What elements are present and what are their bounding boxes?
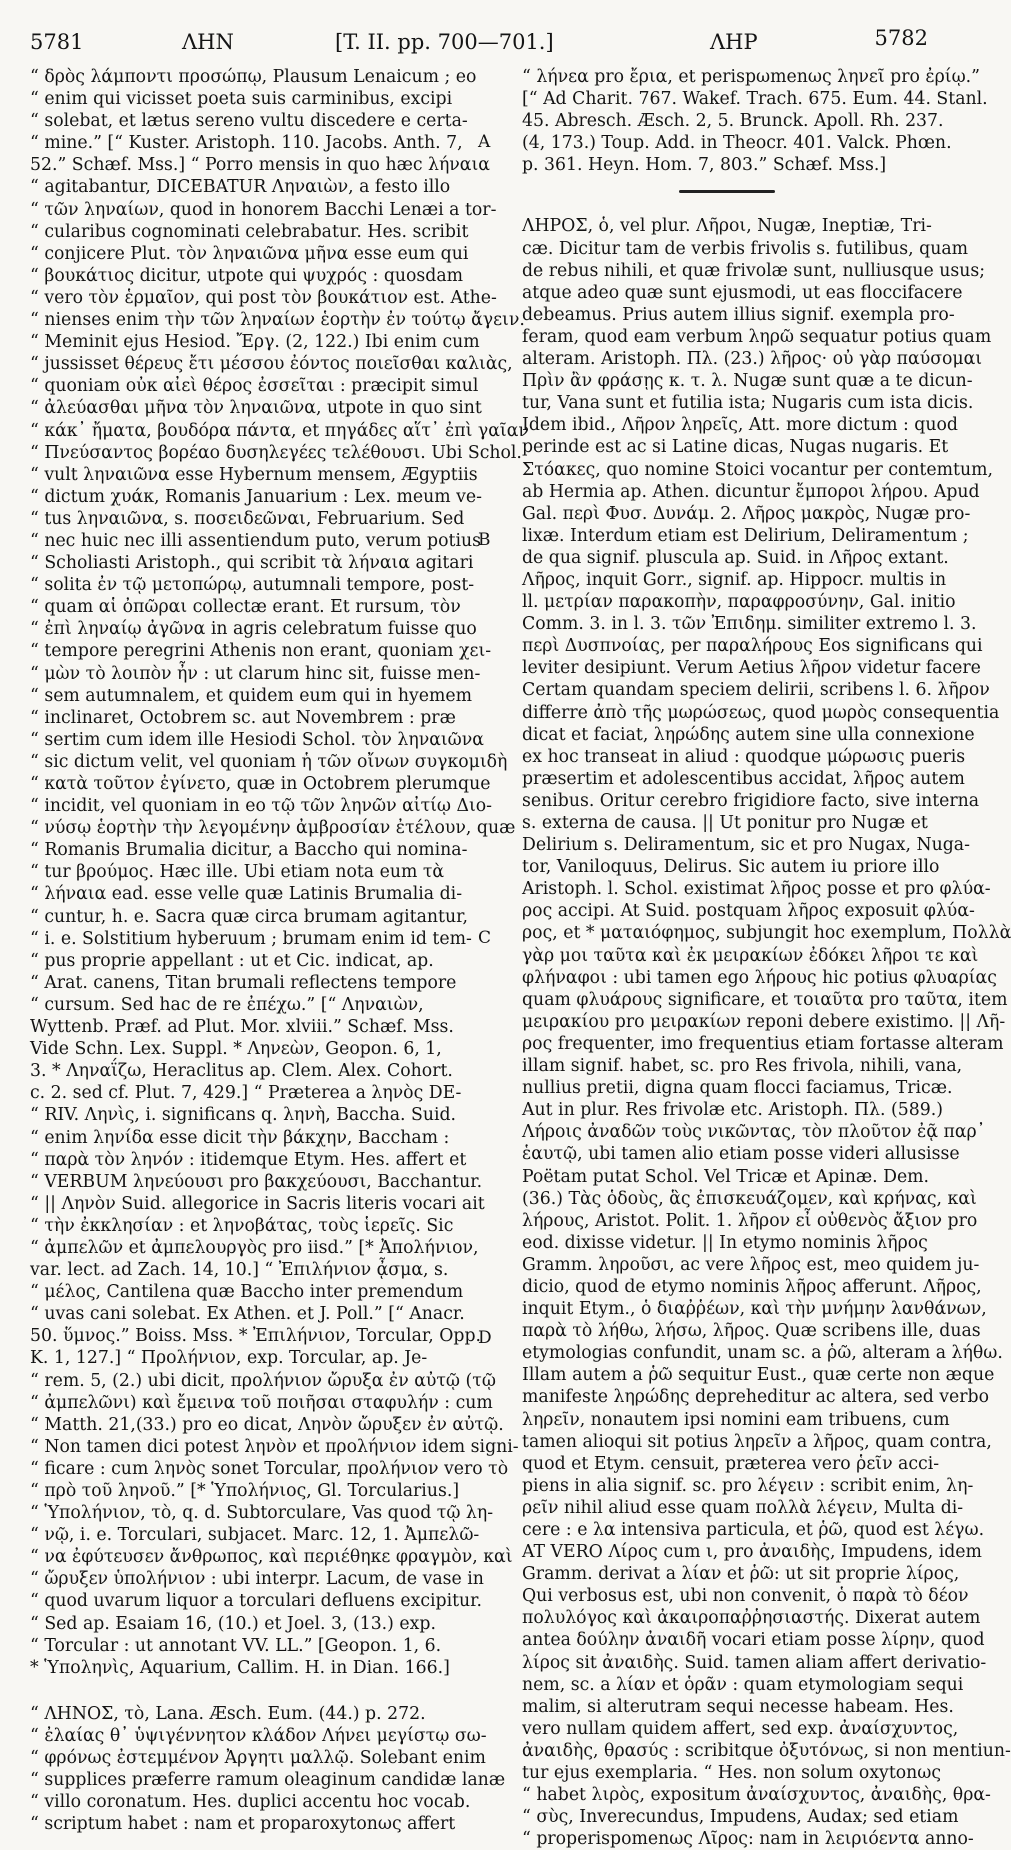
text-line (30, 1679, 440, 1703)
text-line: “ || Ληνὸν Suid. allegorice in Sacris literis vocari ait (30, 1193, 485, 1214)
text-line: ρος, et * ματαιόφημος, subjungit hoc exemplum, Πολλὰ (522, 923, 1011, 944)
text-line: Gramm. ληροῦσι, ac vere λῆρος est, meo quidem ju- (522, 1254, 980, 1275)
text-line: “ λήναια ead. esse velle quæ Latinis Brumalia di- (30, 884, 463, 905)
text-line: “ Πνεύσαντος βορέαο δυσηλεγέες τελέθουσι. Ubi Schol. (30, 442, 522, 463)
text-line: Poëtam putat Schol. Vel Tricæ et Apinæ. Dem. (522, 1166, 930, 1187)
text-line: Aristoph. l. Schol. existimat λῆρος posse et pro φλύα- (522, 879, 991, 900)
text-line: nem, sc. a λίαν et ὁρᾶν : quam etymologiam sequi (522, 1674, 964, 1695)
text-line: Qui verbosus est, ubi non convenit, ὁ παρὰ τὸ δέον (522, 1586, 969, 1607)
text-line: “ dictum χυάκ, Romanis Januarium : Lex. meum ve- (30, 486, 482, 507)
text-line: Certam quandam speciem delirii, scribens l. 6. λῆρον (522, 680, 990, 701)
running-header (30, 26, 930, 66)
text-line: 3. * Ληναΐζω, Heraclitus ap. Clem. Alex. Cohort. (30, 1061, 453, 1082)
text-line: quod et Etym. censuit, præterea vero ῥεῖν acci- (522, 1453, 940, 1474)
text-line: “ ΛΗΝΟΣ, τὸ, Lana. Æsch. Eum. (44.) p. 272. (30, 1703, 426, 1724)
text-line: “ ὤρυξεν ὑπολήνιον : ubi interpr. Lacum, de vase in (30, 1569, 484, 1590)
text-line: de qua signif. pluscula ap. Suid. in Λῆρος extant. (522, 547, 949, 568)
text-line: nullius pretii, digna quam flocci faciamus, Tricæ. (522, 1078, 953, 1099)
text-line: “ ficare : cum ληνὸς sonet Torcular, προλήνιον vero τὸ (30, 1458, 509, 1479)
text-line: “ ἀμπελῶν et ἀμπελουργὸς pro iisd.” [* Ἀπολήνιον, (30, 1237, 479, 1258)
text-line: “ uvas cani solebat. Ex Athen. et J. Poll.” [“ Anacr. (30, 1304, 465, 1325)
text-line: senibus. Oritur cerebro frigidiore facto, sive interna (522, 790, 980, 811)
margin-letter-c: C (478, 928, 492, 948)
text-line: γὰρ μοι ταῦτα καὶ ἐκ μειρακίων ἐδόκει λῆροι τε καὶ (522, 945, 979, 966)
text-line: de rebus nihili, et quæ frivolæ sunt, nulliusque usus; (522, 260, 986, 281)
text-line: “ RIV. Ληνὶς, i. significans q. ληνὴ, Baccha. Suid. (30, 1105, 457, 1126)
text-line: ΛΗΡΟΣ, ὁ, vel plur. Λῆροι, Nugæ, Ineptiæ, Tri- (522, 216, 932, 237)
text-line: “ nec huic nec illi assentiendum puto, verum potius (30, 530, 481, 551)
text-line: “ φρόνως ἐστεμμένον Ἀργητι μαλλῷ. Solebant enim (30, 1748, 486, 1769)
text-line: “ ἀμπελῶνι) καὶ ἔμεινα τοῦ ποιῆσαι σταφυλήν : cum (30, 1392, 493, 1413)
text-line: “ νύσῳ ἑορτὴν τὴν λεγομένην ἀμβροσίαν ἐτέλουν, quæ (30, 818, 516, 839)
text-line: Aut in plur. Res frivolæ etc. Aristoph. Πλ. (589.) (522, 1100, 943, 1121)
text-line: “ nienses enim τὴν τῶν ληναίων ἑορτὴν ἐν τούτῳ ἄγειν. (30, 310, 525, 331)
text-line: illam signif. habet, sc. pro Res frivola, nihili, vana, (522, 1056, 963, 1077)
text-line: Λῆρος, inquit Gorr., signif. ap. Hippocr. multis in (522, 569, 947, 590)
text-line: 52.” Schæf. Mss.] “ Porro mensis in quo hæc λήναια (30, 155, 490, 176)
text-line: perinde est ac si Latine dicas, Nugas nugaris. Et (522, 437, 949, 458)
text-line: λίρος sit ἀναιδὴς. Suid. tamen aliam affert derivatio- (522, 1652, 987, 1673)
text-line: cere : e λα intensiva particula, et ῥῶ, quod est λέγω. (522, 1520, 985, 1540)
text-line: * Ὑποληνὶς, Aquarium, Callim. H. in Dian. 166.] (30, 1657, 450, 1678)
left-column (30, 66, 529, 1835)
text-line: malim, si alterutram sequi necesse habeam. Hes. (522, 1696, 954, 1717)
text-line: “ cursum. Sed hac de re ἐπέχω.” [“ Ληναιὼν, (30, 994, 424, 1015)
text-line: inquit Etym., ὁ διαῤῥέων, καὶ τὴν μνήμην λανθάνων, (522, 1299, 987, 1320)
margin-letter-b: B (478, 530, 491, 550)
text-line: piens in alia signif. sc. pro λέγειν : scribit enim, λη- (522, 1475, 974, 1496)
text-line: ρος frequenter, imo frequentius etiam fortasse alteram (522, 1033, 1004, 1054)
text-line: “ tur βρούμος. Hæc ille. Ubi etiam nota eum τὰ (30, 862, 445, 883)
text-line: antea δούλην ἀναιδῆ vocari etiam posse λίρην, quod (522, 1630, 985, 1651)
text-line: “ Romanis Brumalia dicitur, a Baccho qui nomina- (30, 840, 468, 861)
text-line: “ tus ληναιῶνα, s. ποσειδεῶναι, Februarium. Sed (30, 508, 465, 529)
text-line: “ cularibus cognominati celebrabatur. Hes. scribit (30, 221, 469, 242)
text-line: “ Arat. canens, Titan brumali reflectens tempore (30, 972, 457, 993)
page-number-left: 5781 (30, 30, 84, 54)
text-line: “ cuntur, h. e. Sacra quæ circa brumam agitantur, (30, 906, 468, 927)
text-line: [“ Ad Charit. 767. Wakef. Trach. 675. Eum. 44. Stanl. (522, 89, 988, 110)
text-line: “ enim ληνίδα esse dicit τὴν βάκχην, Baccham : (30, 1127, 450, 1148)
text-line: ab Hermia ap. Athen. dicuntur ἔμποροι λήρου. Apud (522, 481, 980, 502)
text-line: “ Ὑπολήνιον, τὸ, q. d. Subtorculare, Vas quod τῷ λη- (30, 1503, 494, 1524)
text-line: “ δρὸς λάμποντι προσώπῳ, Plausum Lenaicum ; eo (30, 67, 477, 87)
text-line: “ agitabantur, DICEBATUR Ληναιὼν, a festo illo (30, 177, 451, 198)
text-line: λήρους, Aristot. Polit. 1. λῆρον εἶ οὐθενὸς ἄξιον pro (522, 1210, 978, 1231)
text-line: “ inclinaret, Octobrem sc. aut Novembrem : præ (30, 707, 456, 728)
text-line: “ sic dictum velit, vel quoniam ἡ τῶν οἴνων συγκομιδὴ (30, 751, 508, 772)
text-line: alteram. Aristoph. Πλ. (23.) λῆρος· οὐ γὰρ παύσομαι (522, 349, 983, 370)
text-line: K. 1, 127.] “ Προλήνιον, exp. Torcular, ap. Je- (30, 1348, 428, 1369)
text-line: φλήναφοι : ubi tamen ego λήρους hic potius φλυαρίας (522, 967, 997, 988)
text-line: ex hoc transeat in aliud : quodque μώρωσις pueris (522, 746, 966, 767)
entry-separator-rule (679, 190, 775, 193)
text-line: Πρὶν ἂν φράσῃς κ. τ. λ. Nugæ sunt quæ a te dicun- (522, 371, 973, 392)
volume-reference: [T. II. pp. 700—701.] (335, 30, 554, 54)
text-line: tur ejus exemplaria. “ Hes. non solum oxytonως (522, 1763, 942, 1784)
text-line: tamen alioqui sit potius ληρεῖν a λῆρος, quam contra, (522, 1431, 992, 1452)
text-line: παρὰ τὸ λήθω, λήσω, λῆρος. Quæ scribens ille, duas (522, 1321, 981, 1342)
text-line: “ sem autumnalem, et quidem eum qui in hyemem (30, 685, 473, 706)
text-line: “ supplices præferre ramum oleaginum candidæ lanæ (30, 1770, 506, 1791)
text-line: Illam autem a ῥῶ sequitur Eust., quæ certe non æque (522, 1365, 995, 1386)
text-line: “ κάκ᾽ ἤματα, βουδόρα πάντα, et πηγάδες αἵτ᾽ ἐπὶ γαῖαν (30, 420, 529, 441)
text-line: “ properispomenως Λῖρος: nam in λειριόεντα anno- (522, 1829, 974, 1850)
text-line: (4, 173.) Toup. Add. in Theocr. 401. Valck. Phœn. (522, 133, 952, 154)
text-line: “ i. e. Solstitium hyberuum ; brumam enim id tem- (30, 928, 472, 949)
text-line: μειρακίου pro μειρακίων reponi debere existimo. || Λῆ- (522, 1011, 1006, 1032)
text-line: “ ἐπὶ ληναίῳ ἀγῶνα in agris celebratum fuisse quo (30, 619, 477, 640)
text-line: dicio, quod de etymo nominis λῆρος afferunt. Λῆρος, (522, 1276, 982, 1297)
text-line: “ να ἐφύτευσεν ἄνθρωπος, καὶ περιέθηκε φραγμὸν, καὶ (30, 1547, 513, 1568)
text-line: “ quam αἱ ὀπῶραι collectæ erant. Et rursum, τὸν (30, 597, 461, 618)
text-line: “ rem. 5, (2.) ubi dicit, προλήνιον ὤρυξα ἐν αὐτῷ (τῷ (30, 1370, 496, 1391)
text-line: “ mine.” [“ Kuster. Aristoph. 110. Jacobs. Anth. 7, (30, 133, 463, 154)
catchword-right: ΛΗΡ (710, 30, 758, 54)
text-line: debeamus. Prius autem illius signif. exempla pro- (522, 304, 955, 325)
text-line: tur, Vana sunt et futilia ista; Nugaris cum ista dicis. (522, 393, 974, 414)
text-line: “ enim qui vicisset poeta suis carminibus, excipi (30, 89, 453, 110)
text-line: “ habet λιρὸς, expositum ἀναίσχυντος, ἀναιδὴς, θρα- (522, 1785, 991, 1806)
text-line: Gramm. derivat a λίαν et ῥῶ: ut sit proprie λίρος, (522, 1564, 960, 1585)
text-line: quam φλυάρους significare, et τοιαῦτα pro ταῦτα, item (522, 989, 1008, 1010)
catchword-left: ΛΗΝ (182, 30, 234, 54)
text-line: “ παρὰ τὸν ληνόν : itidemque Etym. Hes. affert et (30, 1149, 467, 1170)
text-line: “ μέλος, Cantilena quæ Baccho inter premendum (30, 1282, 464, 1303)
text-line: atque adeo quæ sunt ejusmodi, ut eas floccifacere (522, 282, 963, 303)
text-line: “ Torcular : ut annotant VV. LL.” [Geopon. 1, 6. (30, 1635, 442, 1656)
text-line: dicat et faciat, ληρώδης autem sine ulla connexione (522, 724, 975, 745)
text-line: 45. Abresch. Æsch. 2, 5. Brunck. Apoll. Rh. 237. (522, 111, 944, 132)
text-line: “ conjicere Plut. τὸν ληναιῶνα μῆνα esse eum qui (30, 243, 469, 264)
text-line: “ sertim cum idem ille Hesiodi Schol. τὸν ληναιῶνα (30, 729, 484, 750)
text-line: περὶ Δυσπνοίας, per παραλήρους Eos significans qui (522, 636, 983, 657)
text-line: manifeste ληρώδης depreheditur ac altera, sed verbo (522, 1387, 989, 1408)
text-line: ἑαυτῷ, ubi tamen alio etiam posse videri allusisse (522, 1144, 960, 1165)
text-line: eod. dixisse videtur. || In etymo nominis λῆρος (522, 1232, 928, 1253)
text-line: “ ἐλαίας θ᾽ ὑψιγέννητον κλάδον Λήνει μεγίστῳ σω- (30, 1725, 487, 1746)
text-line: leviter desipiunt. Verum Aetius λῆρον videtur facere (522, 658, 981, 679)
margin-letter-a: A (478, 132, 491, 152)
text-line: “ σὺς, Inverecundus, Impudens, Audax; sed etiam (522, 1807, 959, 1828)
text-line: “ κατὰ τοῦτον ἐγίνετο, quæ in Octobrem plerumque (30, 774, 491, 794)
text-line: “ solita ἐν τῷ μετοπώρῳ, autumnali tempore, post- (30, 575, 475, 596)
text-line: ρεῖν nihil aliud esse quam πολλὰ λέγειν, Multa di- (522, 1497, 964, 1518)
text-line: var. lect. ad Zach. 14, 10.] “ Ἐπιλήνιον ᾆσμα, s. (30, 1260, 449, 1281)
right-column-continuation (522, 66, 988, 176)
text-line: “ λήνεα pro ἔρια, et perispωmenως ληνεῖ pro ἐρίῳ.” (522, 67, 980, 87)
text-line: “ τῶν ληναίων, quod in honorem Bacchi Lenæi a tor- (30, 199, 497, 220)
text-line: feram, quod eam verbum ληρῶ sequatur potius quam (522, 326, 992, 347)
text-line: præsertim et adolescentibus accidat, λῆρος autem (522, 768, 965, 789)
text-line: Wyttenb. Præf. ad Plut. Mor. xlviii.” Schæf. Mss. (30, 1017, 454, 1038)
text-line: “ Matth. 21,(33.) pro eo dicat, Ληνὸν ὤρυξεν ἐν αὐτῷ. (30, 1414, 504, 1435)
text-line: “ Meminit ejus Hesiod. Ἔργ. (2, 122.) Ibi enim cum (30, 332, 480, 353)
text-line: “ jussisset θέρευς ἔτι μέσσου ἐόντος ποιεῖσθαι καλιὰς, (30, 354, 513, 375)
text-line: “ solebat, et lætus sereno vultu discedere e certa- (30, 111, 468, 132)
text-line: AT VERO Λίρος cum ι, pro ἀναιδὴς, Impudens, idem (522, 1542, 982, 1563)
text-line: “ νῷ, i. e. Torculari, subjacet. Marc. 12, 1. Ἀμπελῶ- (30, 1525, 480, 1546)
text-line: vero nullam quidem affert, sed exp. ἀναίσχυντος, (522, 1718, 959, 1739)
text-line: “ pus proprie appellant : ut et Cic. indicat, ap. (30, 950, 434, 971)
text-line: “ Sed ap. Esaiam 16, (10.) et Joel. 3, (13.) exp. (30, 1613, 436, 1634)
text-line: “ τὴν ἐκκλησίαν : et ληνοβάτας, τοὺς ἱερεῖς. Sic (30, 1215, 454, 1236)
text-line: ll. μετρίαν παρακοπὴν, παραφροσύνην, Gal. initio (522, 592, 956, 613)
text-line: cæ. Dicitur tam de verbis frivolis s. futilibus, quam (522, 238, 969, 259)
text-line: “ Non tamen dici potest ληνὸν et προλήνιον idem signi- (30, 1436, 519, 1457)
text-line: lixæ. Interdum etiam est Delirium, Deliramentum ; (522, 525, 969, 546)
text-line: Λήροις ἀναδῶν τοὺς νικῶντας, τὸν πλοῦτον ἐᾷ παρ᾽ (522, 1122, 986, 1143)
text-line: “ tempore peregrini Athenis non erant, quoniam χει- (30, 641, 492, 662)
text-line: Delirium s. Deliramentum, sic et pro Nugax, Nuga- (522, 835, 970, 856)
text-line: tor, Vaniloquus, Delirus. Sic autem iu priore illo (522, 857, 940, 878)
text-line: πολυλόγος καὶ ἀκαιροπαῤῥησιαστής. Dixerat autem (522, 1608, 981, 1629)
text-line: “ quoniam οὐκ αἰεὶ θέρος ἐσσεῖται : præcipit simul (30, 376, 479, 397)
text-line: differre ἀπὸ τῆς μωρώσεως, quod μωρὸς consequentia (522, 702, 1000, 723)
text-line: “ ἀλεύασθαι μῆνα τὸν ληναιῶνα, utpote in quo sint (30, 398, 482, 419)
text-line: p. 361. Heyn. Hom. 7, 803.” Schæf. Mss.] (522, 155, 887, 176)
text-line: “ vero τὸν ἑρμαῖον, qui post τὸν βουκάτιον est. Athe- (30, 287, 497, 308)
text-line: Στόακες, quo nomine Stoici vocantur per contemtum, (522, 459, 993, 480)
text-line: ρος accipi. At Suid. postquam λῆρος exposuit φλύα- (522, 901, 975, 922)
text-line: s. externa de causa. || Ut ponitur pro Nugæ et (522, 813, 928, 833)
text-line: Idem ibid., Λῆρον ληρεῖς, Att. more dictum : quod (522, 415, 958, 436)
text-line: c. 2. sed cf. Plut. 7, 429.] “ Præterea a ληνὸς DE- (30, 1083, 462, 1104)
entry-leros (522, 215, 1011, 1850)
text-line: (36.) Τὰς ὁδοὺς, ἃς ἐπισκευάζομεν, καὶ κρήνας, καὶ (522, 1188, 977, 1209)
text-line: Vide Schn. Lex. Suppl. * Ληνεὼν, Geopon. 6, 1, (30, 1039, 442, 1060)
text-line: etymologias confundit, unam sc. a ῥῶ, alteram a λήθω. (522, 1343, 1003, 1364)
page-number-right: 5782 (874, 26, 928, 50)
text-line: ληρεῖν, nonautem ipsi nomini eam tribuens, cum (522, 1409, 950, 1430)
text-line: “ incidit, vel quoniam in eo τῷ τῶν ληνῶν αἰτίῳ Διο- (30, 796, 492, 817)
text-line: “ vult ληναιῶνα esse Hybernum mensem, Ægyptiis (30, 464, 478, 485)
text-line: “ πρὸ τοῦ ληνοῦ.” [* Ὑπολήνιος, Gl. Torcularius.] (30, 1481, 460, 1501)
text-line: “ βουκάτιος dicitur, utpote qui ψυχρός : quosdam (30, 265, 464, 286)
text-line: “ villo coronatum. Hes. duplici accentu hoc vocab. (30, 1792, 471, 1813)
text-line: “ μὼν τὸ λοιπὸν ἦν : ut clarum hinc sit, fuisse men- (30, 663, 481, 684)
text-line: Comm. 3. in l. 3. τῶν Ἐπιδημ. similiter extremo l. 3. (522, 614, 977, 635)
text-line: “ Scholiasti Aristoph., qui scribit τὰ λήναια agitari (30, 553, 474, 574)
margin-letter-d: D (478, 1328, 492, 1348)
text-line: 50. ὕμνος.” Boiss. Mss. * Ἐπιλήνιον, Torcular, Opp. (30, 1326, 482, 1347)
right-column (522, 66, 1011, 1850)
text-line: Gal. περὶ Φυσ. Δυνάμ. 2. Λῆρος μακρὸς, Nugæ pro- (522, 503, 971, 524)
text-line: ἀναιδὴς, θρασύς : scribitque ὀξυτόνως, si non mentiun- (522, 1740, 1011, 1761)
text-line: “ scriptum habet : nam et proparoxytonως affert (30, 1814, 456, 1835)
text-line: “ quod uvarum liquor a torculari defluens excipitur. (30, 1591, 483, 1612)
text-line: “ VERBUM ληνεύουσι pro βακχεύουσι, Bacchantur. (30, 1171, 483, 1192)
